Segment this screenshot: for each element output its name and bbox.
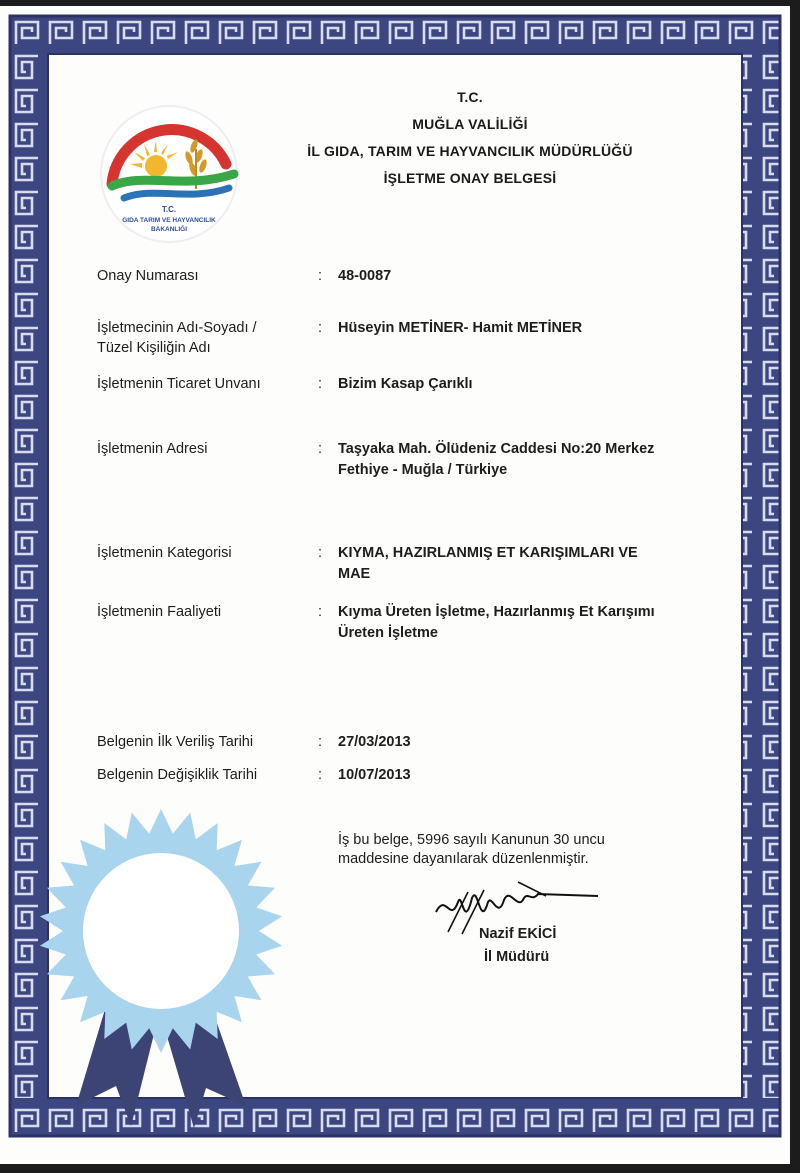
legal-note-line1: İş bu belge, 5996 sayılı Kanunun 30 uncu <box>338 832 605 848</box>
ministry-logo <box>84 94 254 254</box>
legal-note-line2: maddesine dayanılarak düzenlenmiştir. <box>338 851 589 867</box>
label-degisiklik-tarihi: Belgenin Değişiklik Tarihi <box>97 767 258 783</box>
rosette-seal <box>36 806 306 1136</box>
header-document-title: İŞLETME ONAY BELGESİ <box>383 170 557 186</box>
value-kategori-line1: KIYMA, HAZIRLANMIŞ ET KARIŞIMLARI VE <box>338 545 638 561</box>
rosette-center <box>83 853 239 1009</box>
colon: : <box>318 320 323 336</box>
value-faaliyet-line2: Üreten İşletme <box>338 625 438 641</box>
value-adres-line1: Taşyaka Mah. Ölüdeniz Caddesi No:20 Merkez <box>338 441 655 457</box>
value-degisiklik-tarihi: 10/07/2013 <box>338 767 411 783</box>
label-onay-numarasi: Onay Numarası <box>97 268 199 284</box>
label-kategori: İşletmenin Kategorisi <box>97 545 232 561</box>
signer-name: Nazif EKİCİ <box>479 926 557 942</box>
signer-title: İl Müdürü <box>484 949 550 965</box>
colon: : <box>318 734 323 750</box>
value-onay-numarasi: 48-0087 <box>338 268 392 284</box>
value-kategori-line2: MAE <box>338 566 371 582</box>
label-isletmeci-adi: İşletmecinin Adı-Soyadı / <box>97 320 257 336</box>
value-ticaret-unvani: Bizim Kasap Çarıklı <box>338 376 473 392</box>
label-ticaret-unvani: İşletmenin Ticaret Unvanı <box>97 376 261 392</box>
value-faaliyet-line1: Kıyma Üreten İşletme, Hazırlanmış Et Karışımı <box>338 604 655 620</box>
colon: : <box>318 268 323 284</box>
header-tc: T.C. <box>457 89 483 105</box>
colon: : <box>318 604 323 620</box>
logo-text-ministry: GIDA TARIM VE HAYVANCILIK <box>122 217 216 224</box>
colon: : <box>318 441 323 457</box>
certificate-page <box>0 6 790 1164</box>
value-adres-line2: Fethiye - Muğla / Türkiye <box>338 462 508 478</box>
value-isletmeci-adi: Hüseyin METİNER- Hamit METİNER <box>338 320 583 336</box>
header-mudurluk: İL GIDA, TARIM VE HAYVANCILIK MÜDÜRLÜĞÜ <box>307 143 633 159</box>
value-ilk-verilis-tarihi: 27/03/2013 <box>338 734 411 750</box>
label-ilk-verilis-tarihi: Belgenin İlk Veriliş Tarihi <box>97 734 254 750</box>
colon: : <box>318 376 323 392</box>
colon: : <box>318 545 323 561</box>
colon: : <box>318 767 323 783</box>
label-faaliyet: İşletmenin Faaliyeti <box>97 604 222 620</box>
label-tuzel-kisilik: Tüzel Kişiliğin Adı <box>97 340 211 356</box>
header-valilik: MUĞLA VALİLİĞİ <box>412 116 528 132</box>
logo-text-bakanlik: BAKANLIĞI <box>150 226 188 233</box>
logo-text-tc: T.C. <box>161 205 177 214</box>
label-adres: İşletmenin Adresi <box>97 441 208 457</box>
